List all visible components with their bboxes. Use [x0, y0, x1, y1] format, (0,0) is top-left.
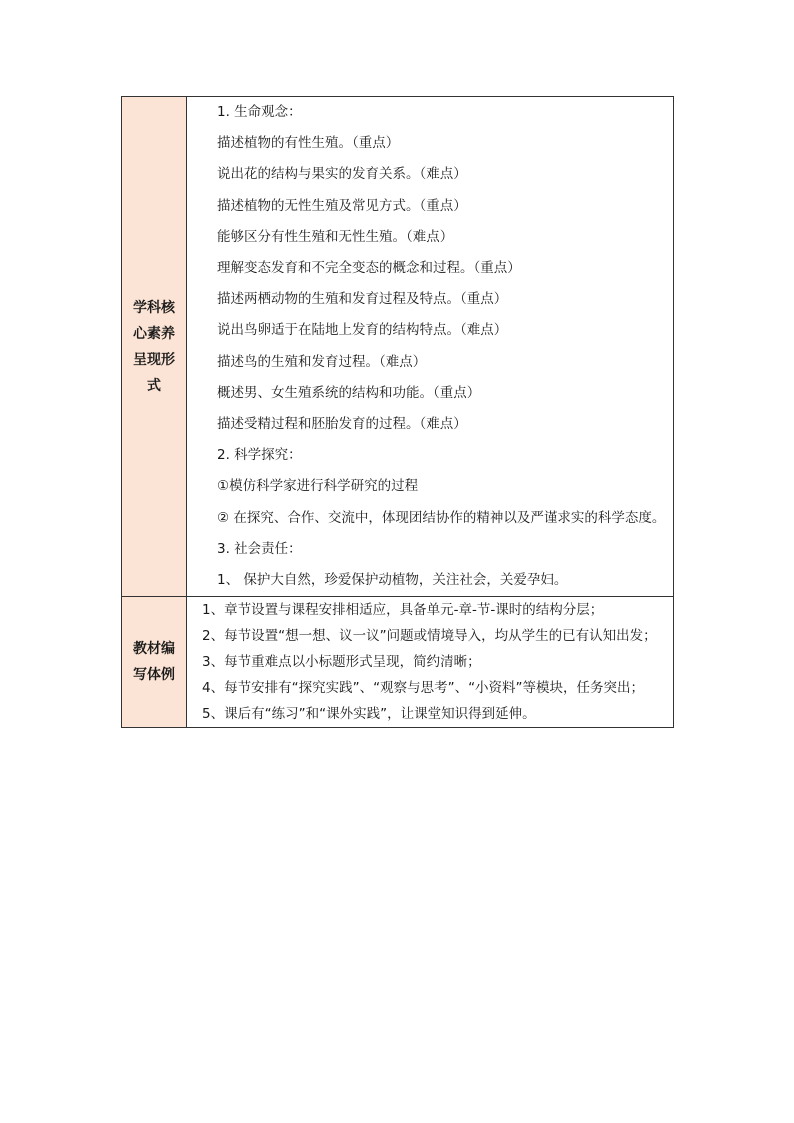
- list-item: ② 在探究、合作、交流中，体现团结协作的精神以及严谨求实的科学态度。: [217, 509, 666, 526]
- list-item: 3、每节重难点以小标题形式呈现，简约清晰；: [202, 654, 481, 671]
- list-item: 能够区分有性生殖和无性生殖。（难点）: [217, 228, 454, 245]
- list-item: 2、每节设置“想一想、议一议”问题或情境导入，均从学生的已有认知出发；: [202, 628, 657, 645]
- section-heading-science-inquiry: 2. 科学探究：: [217, 447, 302, 464]
- list-item: ①模仿科学家进行科学研究的过程: [217, 478, 419, 495]
- list-item: 描述鸟的生殖和发育过程。（难点）: [217, 353, 427, 370]
- list-item: 概述男、女生殖系统的结构和功能。（重点）: [217, 384, 481, 401]
- list-item: 描述植物的有性生殖。（重点）: [217, 135, 400, 152]
- list-item: 理解变态发育和不完全变态的概念和过程。（重点）: [217, 260, 521, 277]
- row-content-cell: [187, 597, 674, 728]
- list-item: 5、课后有“练习”和“课外实践”，让课堂知识得到延伸。: [202, 706, 536, 723]
- list-item: 描述受精过程和胚胎发育的过程。（难点）: [217, 416, 467, 433]
- section-heading-life-view: 1. 生命观念：: [217, 104, 302, 120]
- list-item: 描述植物的无性生殖及常见方式。（重点）: [217, 197, 467, 214]
- table-row-textbook-format: [122, 597, 674, 728]
- list-item: 描述两栖动物的生殖和发育过程及特点。（重点）: [217, 291, 508, 308]
- list-item: 说出鸟卵适于在陆地上发育的结构特点。（难点）: [217, 322, 508, 339]
- row-label-cell: [122, 97, 187, 597]
- row-label: 教材编写体例: [133, 641, 175, 684]
- list-item: 4、每节安排有“探究实践”、“观察与思考”、“小资料”等模块，任务突出；: [202, 680, 645, 697]
- table-row-core-literacy: [122, 97, 674, 597]
- list-item: 1、 保护大自然，珍爱保护动植物，关注社会，关爱孕妇。: [217, 572, 568, 589]
- row-label: 学科核心素养呈现形式: [133, 299, 175, 394]
- content-table: [121, 96, 674, 728]
- list-item: 1、章节设置与课程安排相适应，具备单元-章-节-课时的结构分层；: [202, 602, 604, 619]
- row-label-cell: [122, 597, 187, 728]
- list-item: 说出花的结构与果实的发育关系。（难点）: [217, 166, 467, 183]
- section-heading-social-responsibility: 3. 社会责任：: [217, 540, 302, 557]
- row-content-cell: [187, 97, 674, 597]
